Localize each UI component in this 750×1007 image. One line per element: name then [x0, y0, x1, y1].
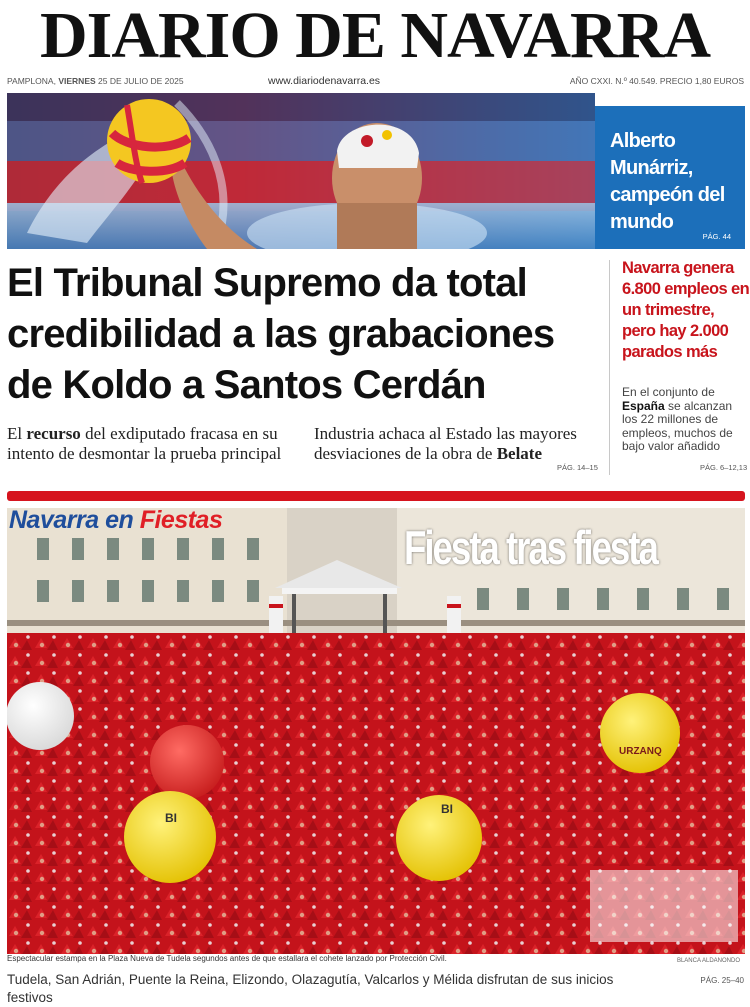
masthead: DIARIO DE NAVARRA	[39, 0, 710, 72]
side-text	[622, 386, 746, 454]
section-rule	[7, 491, 745, 501]
sub1-c: del exdiputado fracasa en su intento de desmontar la prueba principal	[7, 424, 282, 463]
waterpolo-photo	[7, 93, 595, 249]
column-divider	[609, 260, 610, 475]
side-text-b: España	[622, 398, 665, 413]
section-label	[9, 506, 222, 534]
promo-box[interactable]	[595, 106, 745, 249]
promo-title[interactable]: Alberto Munárriz, campeón del mundo	[610, 130, 725, 233]
sub1-b: recurso	[26, 424, 81, 443]
photo-caption: Espectacular estampa en la Plaza Nueva de Tudela segundos antes de que estallara el cohete lanzado por Protección Civil.	[7, 954, 447, 963]
svg-text:BI: BI	[441, 802, 453, 816]
svg-text:URZANQ: URZANQ	[619, 746, 662, 757]
promo-page: PÁG. 44	[702, 232, 731, 241]
section-label-b: Fiestas	[139, 506, 223, 534]
issue-info: AÑO CXXI. N.º 40.549. PRECIO 1,80 EUROS	[569, 76, 744, 86]
photo-credit: BLANCA ALDANONDO	[676, 958, 740, 964]
side-page: PÁG. 6–12,13	[700, 463, 748, 472]
overlay-panel	[590, 870, 738, 942]
sub2-b: Belate	[496, 444, 543, 463]
dateline-date: 25 DE JULIO DE 2025	[98, 76, 184, 86]
website-link[interactable]: www.diariodenavarra.es	[268, 75, 381, 87]
sub2-a: Industria achaca al Estado las mayores desviaciones de la obra de	[314, 424, 577, 463]
side-text-a: En el conjunto de	[622, 385, 715, 399]
lead-subhead-2	[314, 424, 606, 464]
side-text-c: se alcanzan los 22 millones de empleos, muchos de bajo valor añadido	[622, 398, 733, 453]
section-label-a: Navarra en	[9, 506, 134, 534]
side-headline[interactable]: Navarra genera 6.800 empleos en un trimestre, pero hay 2.000 parados más	[622, 259, 750, 361]
dateline	[7, 76, 184, 86]
fiestas-footer[interactable]: Tudela, San Adrián, Puente la Reina, Elizondo, Olazagutía, Valcarlos y Mélida disfrutan de sus inicios festivos	[7, 972, 614, 1005]
lead-headline[interactable]: El Tribunal Supremo da total credibilidad a las grabaciones de Koldo a Santos Cerdán	[7, 261, 555, 407]
svg-text:BI: BI	[165, 811, 177, 825]
fiestas-page: PÁG. 25–40	[700, 976, 744, 985]
lead-subhead-1	[7, 424, 307, 464]
dateline-day: VIERNES	[58, 76, 96, 86]
lead-page: PÁG. 14–15	[557, 463, 598, 472]
dateline-city: PAMPLONA,	[7, 76, 56, 86]
fiestas-title[interactable]: Fiesta tras fiesta	[404, 521, 657, 574]
sub1-a: El	[7, 424, 23, 443]
